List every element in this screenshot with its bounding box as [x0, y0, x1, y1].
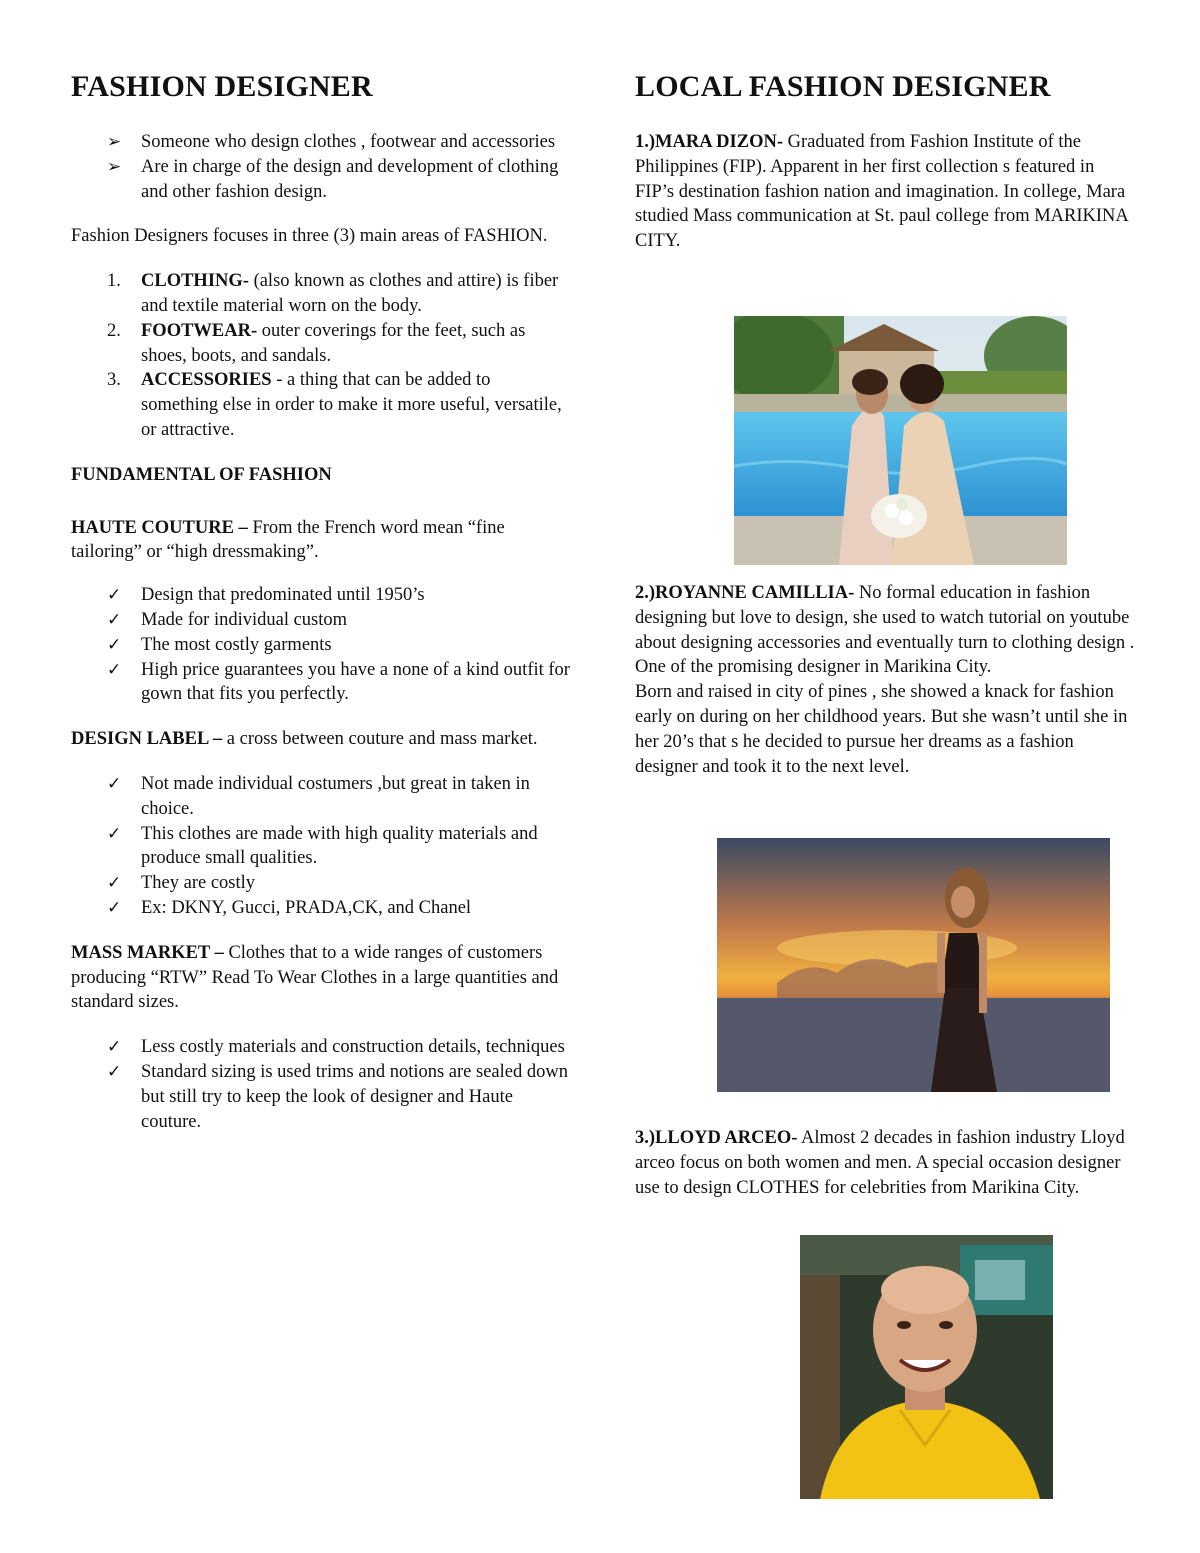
- designer-2-bio: 2.)ROYANNE CAMILLIA- No formal education in fashion designing but love to design, she used to watch tutorial on youtube about designing accessories and eventually turn to clothing design . One of the promising designer in Marikina City.: [635, 583, 1135, 678]
- list-item: ➢ Are in charge of the design and development of clothing and other fashion design.: [107, 156, 559, 202]
- design-label-checklist: [71, 772, 571, 921]
- mass-market-checklist: [71, 1035, 571, 1134]
- arrow-bullet-icon: ➢: [107, 132, 122, 151]
- check-icon: ✓: [107, 659, 122, 679]
- arrow-bullet-icon: ➢: [107, 156, 122, 176]
- check-icon: ✓: [107, 585, 122, 605]
- area-term: ACCESSORIES: [141, 370, 272, 391]
- right-column: [635, 70, 1135, 254]
- list-item: ✓ Design that predominated until 1950’s: [71, 583, 571, 608]
- list-item: ➢ Someone who design clothes , footwear and accessories: [71, 130, 571, 155]
- focus-paragraph: Fashion Designers focuses in three (3) main areas of FASHION.: [71, 226, 548, 247]
- designer-3-block: [635, 1126, 1135, 1200]
- intro-bullet-list: [71, 130, 571, 204]
- section-heading: FUNDAMENTAL OF FASHION: [71, 464, 332, 485]
- check-icon: ✓: [107, 823, 122, 843]
- lloyd-arceo-photo: [800, 1235, 1053, 1499]
- haute-couture-checklist: [71, 583, 571, 707]
- page-title: FASHION DESIGNER: [71, 70, 373, 103]
- list-item: ✓ Made for individual custom: [71, 608, 571, 633]
- list-item: 1. CLOTHING- (also known as clothes and attire) is fiber and textile material worn on the body.: [107, 271, 559, 316]
- list-item: ✓ Not made individual costumers ,but great in taken in choice.: [107, 773, 530, 819]
- royanne-camillia-photo: [717, 838, 1110, 1092]
- check-icon: ✓: [107, 897, 122, 917]
- mara-dizon-photo: [734, 316, 1067, 565]
- designer-3-bio: 3.)LLOYD ARCEO- Almost 2 decades in fashion industry Lloyd arceo focus on both women and men. A special occasion designer use to design CLOTHES for celebrities from Marikina City.: [635, 1128, 1125, 1198]
- area-term: CLOTHING-: [141, 271, 249, 292]
- list-item: ✓ This clothes are made with high quality materials and produce small qualities.: [107, 823, 538, 869]
- list-item: ✓ Ex: DKNY, Gucci, PRADA,CK, and Chanel: [71, 896, 571, 921]
- check-icon: ✓: [107, 634, 122, 654]
- check-icon: ✓: [107, 609, 122, 629]
- mass-market-paragraph: MASS MARKET – Clothes that to a wide ranges of customers producing “RTW” Read To Wear Clothes in a large quantities and standard sizes.: [71, 942, 559, 1013]
- area-term: FOOTWEAR-: [141, 320, 258, 341]
- list-item: ✓ The most costly garments: [71, 633, 571, 658]
- list-item: ✓ High price guarantees you have a none of a kind outfit for gown that fits you perfectly.: [107, 659, 570, 705]
- areas-list: [71, 269, 571, 443]
- check-icon: ✓: [107, 773, 122, 793]
- check-icon: ✓: [107, 1037, 122, 1057]
- check-icon: ✓: [107, 873, 122, 893]
- list-item: ✓ Standard sizing is used trims and notions are sealed down but still try to keep the look of designer and Haute couture.: [107, 1061, 568, 1132]
- list-item: 2. FOOTWEAR- outer coverings for the feet, such as shoes, boots, and sandals.: [107, 320, 526, 366]
- left-column: [71, 70, 571, 1134]
- list-item: ✓ Less costly materials and construction details, techniques: [71, 1035, 571, 1060]
- designer-2-bio-extra: Born and raised in city of pines , she showed a knack for fashion early on during on her childhood years. But she wasn’t until she in her 20’s that s he decided to pursue her dreams as a fashion designer and took it to the next level.: [635, 682, 1128, 777]
- designer-2-block: [635, 581, 1135, 779]
- section-title: LOCAL FASHION DESIGNER: [635, 70, 1051, 103]
- designer-1-bio: 1.)MARA DIZON- Graduated from Fashion Institute of the Philippines (FIP). Apparent in her first collection s featured in FIP’s destination fashion nation and imagination. In college, Mara studied Mass communication at St. paul college from MARIKINA CITY.: [635, 132, 1128, 252]
- design-label-paragraph: DESIGN LABEL – a cross between couture and mass market.: [71, 729, 538, 750]
- haute-couture-paragraph: HAUTE COUTURE – From the French word mean “fine tailoring” or “high dressmaking”.: [71, 517, 505, 563]
- list-item: 3. ACCESSORIES - a thing that can be added to something else in order to make it more useful, versatile, or attractive.: [107, 370, 562, 440]
- list-item: ✓ They are costly: [71, 871, 571, 896]
- check-icon: ✓: [107, 1061, 122, 1081]
